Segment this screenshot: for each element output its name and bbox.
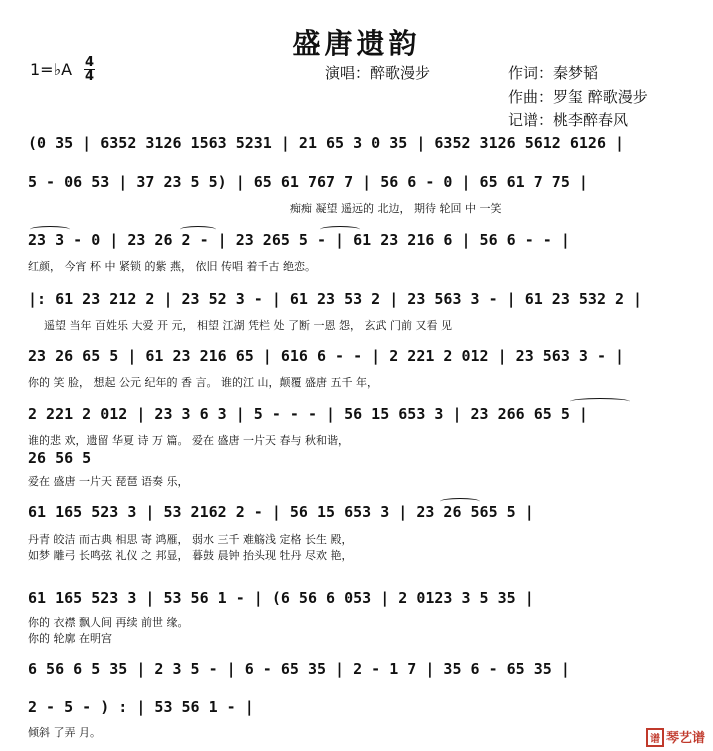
notation-line-8: 61 165 523 3 | 53 56 1 - | (6 56 6 053 | 2 0123 3 5 35 |	[28, 589, 534, 607]
lyric-line-6: 谁的悲 欢，遗留 华夏 诗 万 篇。 爱在 盛唐 一片天 春与 秋和谐，	[28, 434, 349, 447]
slur-mark	[440, 498, 480, 505]
slur-mark	[570, 398, 630, 405]
notation-line-10: 2 - 5 - ) : | 53 56 1 - |	[28, 698, 254, 716]
lyric-line-10: 倾斜 了弄 月。	[28, 726, 101, 739]
singer-credit: 演唱：醉歌漫步	[325, 64, 431, 82]
notation-line-4: |: 61 23 212 2 | 23 52 3 - | 61 23 53 2 | 23 563 3 - | 61 23 532 2 |	[28, 290, 643, 308]
meter-bottom: 4	[85, 69, 95, 84]
song-title: 盛唐遗韵	[292, 27, 421, 60]
time-signature	[84, 56, 95, 83]
transcriber-credit: 记谱：桃李醉春风	[508, 111, 629, 129]
notation-line-3: 23 3 - 0 | 23 26 2 - | 23 265 5 - | 61 23 216 6 | 56 6 - - |	[28, 231, 570, 249]
watermark-logo	[646, 727, 705, 747]
composer-credit: 作曲：罗玺 醉歌漫步	[508, 88, 648, 106]
slur-mark	[30, 226, 70, 233]
lyric-line-8a: 你的 衣襟 飘人间 再续 前世 缘。	[28, 616, 189, 629]
lyric-line-5: 你的 笑 脸， 想起 公元 纪年的 香 言。 谁的江 山，颠覆 盛唐 五千 年，	[28, 376, 378, 389]
brand-name: 琴艺谱	[665, 731, 705, 746]
lyric-line-3: 红颜， 今宵 杯 中 紧锁 的紫 燕， 依旧 传唱 着千古 绝恋。	[28, 260, 316, 273]
slur-mark	[180, 226, 216, 233]
lyric-line-7b: 如梦 雕弓 长鸣弦 礼仪 之 邦显， 暮鼓 晨钟 抬头现 牡丹 尽欢 艳，	[28, 549, 353, 562]
notation-line-1: (0 35 | 6352 3126 1563 5231 | 21 65 3 0 35 | 6352 3126 5612 6126 |	[28, 134, 625, 152]
meter-top: 4	[85, 55, 95, 70]
notation-line-9: 6 56 6 5 35 | 2 3 5 - | 6 - 65 35 | 2 - 1 7 | 35 6 - 65 35 |	[28, 660, 570, 678]
notation-line-7: 61 165 523 3 | 53 2162 2 - | 56 15 653 3 | 23 26 565 5 |	[28, 503, 534, 521]
lyric-line-4: 遥望 当年 百姓乐 大爱 开 元， 相望 江湖 凭栏 处 了断 一恩 怨， 玄武 门前 又看 见	[44, 319, 452, 332]
lyric-line-7a: 丹青 皎洁 而古典 相思 寄 鸿雁， 弱水 三千 难觞浅 定格 长生 殿，	[28, 533, 353, 546]
notation-line-2: 5 - 06 53 | 37 23 5 5) | 65 61 767 7 | 56 6 - 0 | 65 61 7 75 |	[28, 173, 588, 191]
lyric-line-2: 痴痴 凝望 遥远的 北边， 期待 轮回 中 一笑	[290, 202, 502, 215]
notation-line-6b: 26 56 5	[28, 449, 92, 467]
key-signature: 1=♭A	[30, 60, 73, 79]
slur-mark	[320, 226, 360, 233]
notation-line-5: 23 26 65 5 | 61 23 216 65 | 616 6 - - | 2 221 2 012 | 23 563 3 - |	[28, 347, 625, 365]
notation-line-6: 2 221 2 012 | 23 3 6 3 | 5 - - - | 56 15 653 3 | 23 266 65 5 |	[28, 405, 588, 423]
lyricist-credit: 作词：秦梦韬	[508, 64, 599, 82]
logo-icon: 谱	[646, 728, 664, 747]
lyric-line-6b: 爱在 盛唐 一片天 琵琶 语奏 乐，	[28, 475, 189, 488]
lyric-line-8b: 你的 轮廓 在明宫	[28, 632, 112, 645]
